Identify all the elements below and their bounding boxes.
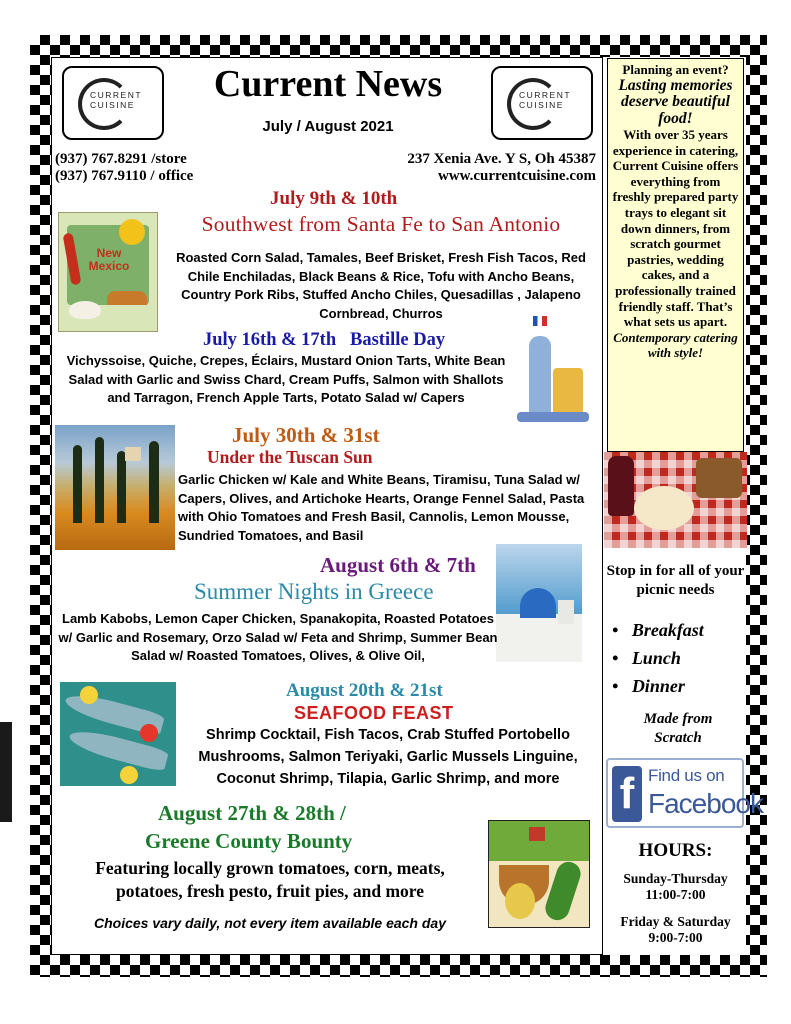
- address-block: 237 Xenia Ave. Y S, Oh 45387 www.currentcuisine.com: [338, 151, 596, 185]
- event-5-theme: SEAFOOD FEAST: [294, 703, 454, 723]
- event-4-date: August 6th & 7th: [320, 553, 476, 577]
- event-5-menu: Shrimp Cocktail, Fish Tacos, Crab Stuffed Portobello Mushrooms, Salmon Teriyaki, Garlic Mussels Linguine, Coconut Shrimp, Tilapia, Garlic Shrimp, and more: [198, 727, 578, 787]
- event-1-date: July 9th & 10th: [270, 188, 398, 209]
- event-4-theme: Summer Nights in Greece: [194, 579, 434, 604]
- event-2-theme: Bastille Day: [350, 330, 446, 350]
- event-6-menu: Featuring locally grown tomatoes, corn, meats, potatoes, fresh pesto, fruit pies, and more: [95, 858, 445, 901]
- event-6-theme: Greene County Bounty: [145, 829, 353, 853]
- facebook-badge[interactable]: f Find us on Facebook: [606, 758, 744, 828]
- event-5-date: August 20th & 21st: [286, 680, 443, 701]
- catering-box: Planning an event? Lasting memories deserve beautiful food! With over 35 years experience in catering, Current Cuisine offers everything from freshly prepared party trays to elegant sit down dinners, from scratch gourmet pastries, wedding cakes, and a professionally trained friendly staff. That’s what sets us apart. Contemporary catering with style!: [607, 58, 744, 452]
- list-item: • Lunch: [612, 648, 681, 668]
- hours-weekday: Sunday-Thursday 11:00-7:00: [623, 871, 728, 902]
- event-3-menu: Garlic Chicken w/ Kale and White Beans, Tiramisu, Tuna Salad w/ Capers, Olives, and Artichoke Hearts, Orange Fennel Salad, Pasta with Ohio Tomatoes and Fresh Basil, Cannolis, Lemon Mousse, Sundried Tomatoes, and Basil: [178, 472, 585, 543]
- list-item: • Breakfast: [612, 620, 704, 640]
- event-2-date: July 16th & 17th Bastille Day: [203, 330, 446, 350]
- logo-right: CURRENT CUISINE: [491, 66, 593, 140]
- harvest-image: [488, 820, 590, 928]
- event-1-menu: Roasted Corn Salad, Tamales, Beef Brisket, Fresh Fish Tacos, Red Chile Enchiladas, Black Beans & Rice, Tofu with Ancho Beans, Country Pork Ribs, Stuffed Ancho Chiles, Quesadillas , Jalapeno Cornbread, Churros: [176, 250, 586, 321]
- website-link[interactable]: www.currentcuisine.com: [437, 168, 596, 184]
- picnic-image: [604, 452, 747, 548]
- logo-left: CURRENT CUISINE: [62, 66, 164, 140]
- tuscany-image: [55, 425, 175, 550]
- scan-artifact: [0, 722, 12, 822]
- hours-title: HOURS:: [638, 840, 713, 861]
- footer-note: Choices vary daily, not every item available each day: [94, 915, 446, 931]
- made-from-scratch: Made from Scratch: [643, 711, 713, 746]
- event-2-menu: Vichyssoise, Quiche, Crepes, Éclairs, Mustard Onion Tarts, White Bean Salad with Garlic and Swiss Chard, Cream Puffs, Salmon with Shallots and Tarragon, French Apple Tarts, Potato Salad w/ Capers: [66, 353, 506, 405]
- list-item: • Dinner: [612, 676, 685, 696]
- greece-image: [496, 544, 582, 662]
- facebook-icon: f: [612, 766, 642, 822]
- event-6-date: August 27th & 28th /: [158, 801, 346, 825]
- issue-date: July / August 2021: [262, 118, 394, 135]
- event-1-theme: Southwest from Santa Fe to San Antonio: [201, 212, 561, 236]
- french-wine-image: [515, 316, 591, 424]
- phone-numbers: (937) 767.8291 /store (937) 767.9110 / office: [55, 151, 194, 184]
- page-title: Current News: [213, 63, 443, 105]
- picnic-text: Stop in for all of your picnic needs: [606, 563, 745, 598]
- hours-weekend: Friday & Saturday 9:00-7:00: [620, 914, 731, 945]
- event-3-date: July 30th & 31st: [232, 423, 380, 447]
- seafood-image: [60, 682, 176, 786]
- event-3-theme: Under the Tuscan Sun: [207, 447, 373, 467]
- meals-list: [612, 616, 742, 700]
- new-mexico-image: New Mexico: [58, 212, 158, 332]
- event-4-menu: Lamb Kabobs, Lemon Caper Chicken, Spanakopita, Roasted Potatoes w/ Garlic and Rosemary, Orzo Salad w/ Feta and Shrimp, Summer Bean Salad w/ Roasted Tomatoes, Olives, & Olive Oil,: [58, 611, 498, 663]
